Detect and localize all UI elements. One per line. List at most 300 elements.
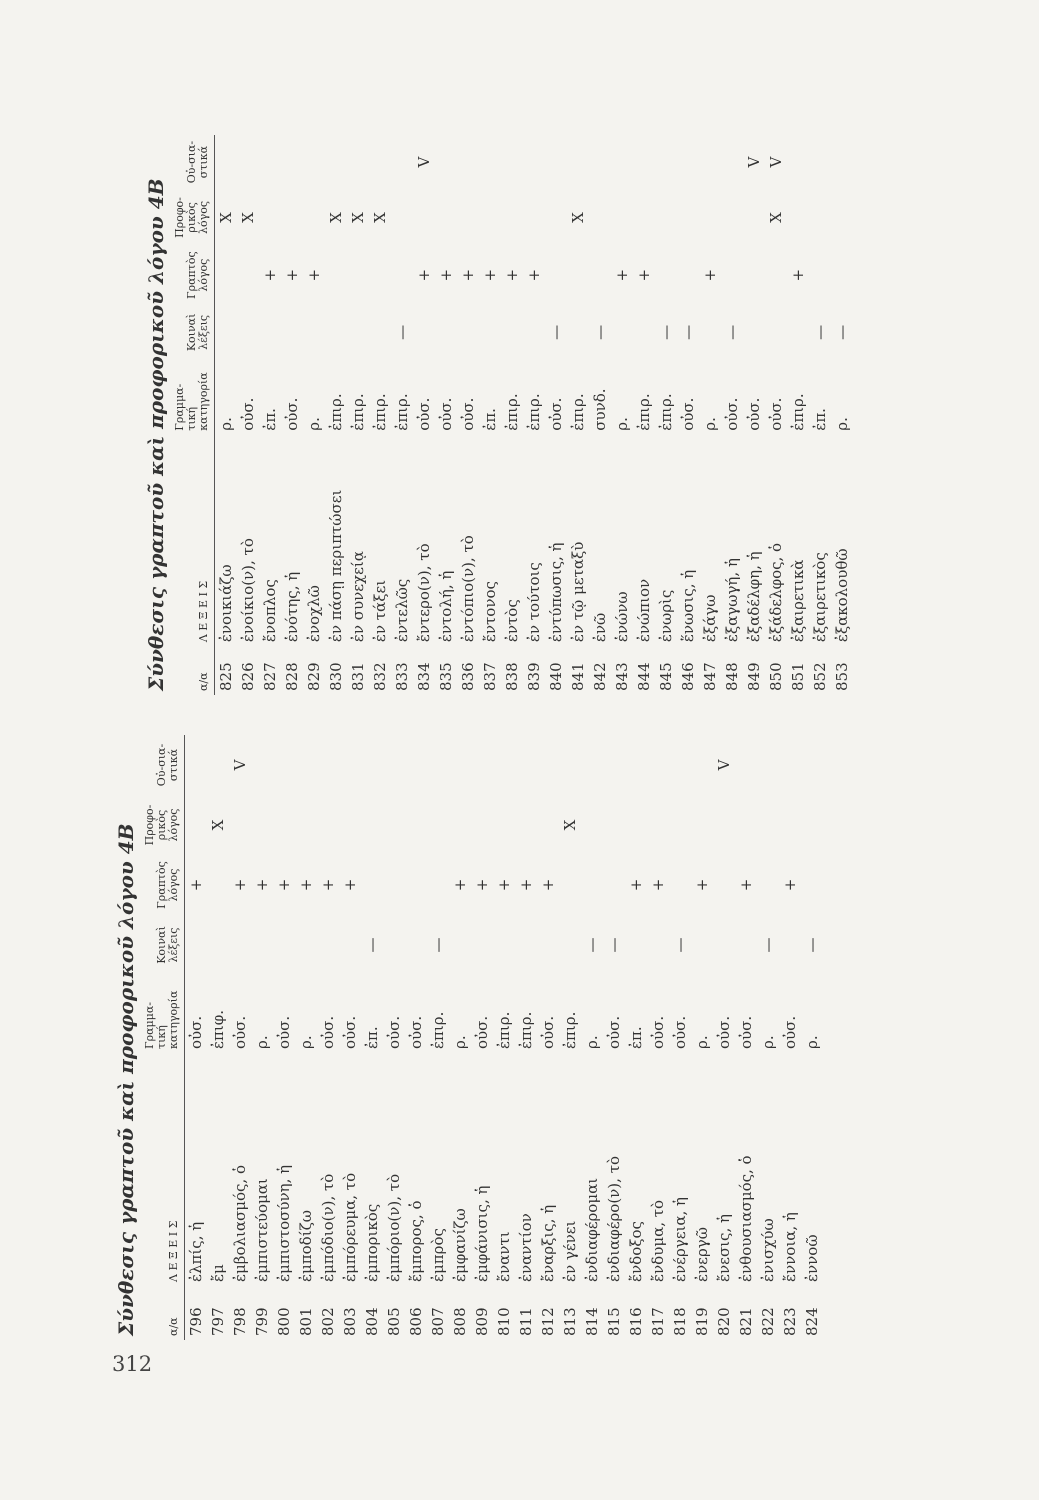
cell-written: [391, 246, 413, 305]
cell-common: [281, 305, 303, 361]
cell-num: 833: [393, 662, 411, 691]
cell-category: οὐσ.: [415, 397, 433, 431]
cell-written: [361, 855, 383, 915]
cell-word: ἔννοια, ἡ: [781, 1212, 799, 1282]
cell-category: ἐπιρ.: [635, 393, 653, 431]
cell-word: ἐνοχλῶ: [305, 585, 323, 643]
cell-category: ἐπιρ.: [393, 393, 411, 431]
cell-nouns: [457, 135, 479, 189]
cell-nouns: [831, 135, 853, 189]
cell-category: ρ.: [693, 1035, 711, 1049]
cell-word: ἐμποδίζω: [297, 1210, 315, 1282]
cell-common: [449, 915, 471, 975]
cell-oral: [581, 795, 603, 855]
cell-word: ἐννοῶ: [803, 1234, 821, 1282]
cell-written: +: [693, 878, 711, 892]
cell-nouns: [611, 135, 633, 189]
cell-word: ἑνότης, ἡ: [283, 571, 301, 643]
cell-common: [457, 305, 479, 361]
cell-num: 797: [209, 1307, 227, 1336]
cell-nouns: [691, 735, 713, 795]
cell-written: [721, 246, 743, 305]
table-row: [435, 135, 457, 695]
cell-oral: [251, 795, 273, 855]
cell-word: ἕνωσις, ἡ: [679, 569, 697, 643]
cell-word: ἐξαιρετικὸς: [811, 552, 829, 643]
table-row: [559, 735, 581, 1340]
cell-category: ρ.: [253, 1035, 271, 1049]
cell-num: 832: [371, 662, 389, 691]
cell-word: ἔνεσις, ἡ: [715, 1214, 733, 1282]
cell-common: [501, 305, 523, 361]
cell-written: +: [341, 878, 359, 892]
cell-nouns: [699, 135, 721, 189]
cell-oral: [809, 189, 831, 246]
table-row: [757, 735, 779, 1340]
cell-num: 830: [327, 662, 345, 691]
cell-category: ἐπιρ.: [495, 1011, 513, 1049]
cell-category: ἐπιρ.: [349, 393, 367, 431]
cell-word: ἔμπορος, ὁ: [407, 1200, 425, 1282]
cell-oral: X: [239, 212, 257, 223]
cell-oral: [633, 189, 655, 246]
header-row: [142, 735, 185, 1340]
cell-num: 828: [283, 662, 301, 691]
cell-word: ἐμφάνισις, ἡ: [473, 1185, 491, 1282]
cell-nouns: [215, 135, 238, 189]
cell-oral: [405, 795, 427, 855]
cell-written: [405, 855, 427, 915]
cell-word: ἐνέργεια, ἡ: [671, 1196, 689, 1282]
header-written: Γραπτὸς λόγος: [142, 855, 185, 915]
cell-oral: [735, 795, 757, 855]
cell-written: [677, 246, 699, 305]
table-row: [669, 735, 691, 1340]
cell-common: —: [833, 324, 851, 340]
cell-common: [515, 915, 537, 975]
header-category: Γραμμα-τική κατηγορία: [142, 975, 185, 1053]
cell-nouns: [501, 135, 523, 189]
table-row: [347, 135, 369, 695]
cell-nouns: [721, 135, 743, 189]
cell-nouns: [391, 135, 413, 189]
cell-common: —: [671, 937, 689, 953]
cell-common: [743, 305, 765, 361]
cell-category: ἐπ.: [627, 1026, 645, 1049]
cell-category: ἐπ.: [811, 408, 829, 431]
cell-nouns: [515, 735, 537, 795]
cell-common: [295, 915, 317, 975]
cell-category: ρ.: [217, 417, 235, 431]
table-row: [383, 735, 405, 1340]
cell-word: ἐξάδελφος, ὁ: [767, 542, 785, 643]
cell-category: οὐσ.: [231, 1015, 249, 1049]
table-row: [457, 135, 479, 695]
cell-written: +: [415, 268, 433, 282]
table-row: [809, 135, 831, 695]
cell-common: [567, 305, 589, 361]
cell-nouns: [295, 735, 317, 795]
cell-category: οὐσ.: [275, 1015, 293, 1049]
cell-oral: [317, 795, 339, 855]
table-row: [471, 735, 493, 1340]
cell-category: οὐσ.: [723, 397, 741, 431]
cell-num: 824: [803, 1307, 821, 1336]
header-oral: Προφο-ρικὸς λόγος: [172, 189, 215, 246]
cell-category: οὐσ.: [283, 397, 301, 431]
cell-written: +: [187, 878, 205, 892]
table-row: [413, 135, 435, 695]
cell-oral: [831, 189, 853, 246]
table-row: [207, 735, 229, 1340]
cell-num: 836: [459, 662, 477, 691]
cell-oral: [427, 795, 449, 855]
table-row: [691, 735, 713, 1340]
cell-num: 807: [429, 1307, 447, 1336]
cell-written: +: [459, 268, 477, 282]
cell-oral: [339, 795, 361, 855]
cell-common: [325, 305, 347, 361]
cell-num: 799: [253, 1307, 271, 1336]
cell-common: —: [393, 324, 411, 340]
cell-nouns: V: [745, 156, 763, 168]
cell-oral: [691, 795, 713, 855]
table-row: [229, 735, 251, 1340]
header-nouns: Οὐ-σια-στικά: [172, 135, 215, 189]
cell-oral: [801, 795, 823, 855]
word-table: [142, 735, 823, 1340]
cell-oral: [479, 189, 501, 246]
table-body-left: [185, 735, 824, 1340]
cell-nouns: [479, 135, 501, 189]
cell-category: ἐπιφ.: [209, 1009, 227, 1049]
cell-common: [471, 915, 493, 975]
cell-written: +: [283, 268, 301, 282]
cell-word: ἔντερο(ν), τὸ: [415, 543, 433, 643]
cell-written: [801, 855, 823, 915]
cell-written: [809, 246, 831, 305]
cell-common: [413, 305, 435, 361]
cell-written: [655, 246, 677, 305]
cell-oral: [779, 795, 801, 855]
cell-written: +: [789, 268, 807, 282]
table-row: [449, 735, 471, 1340]
cell-oral: [383, 795, 405, 855]
cell-num: 835: [437, 662, 455, 691]
cell-category: ἐπιρ.: [561, 1011, 579, 1049]
cell-nouns: [559, 735, 581, 795]
cell-nouns: [581, 735, 603, 795]
cell-common: [699, 305, 721, 361]
cell-category: ἐπιρ.: [525, 393, 543, 431]
cell-nouns: [589, 135, 611, 189]
cell-common: [479, 305, 501, 361]
cell-word: ἐνδιαφέρομαι: [583, 1177, 601, 1282]
cell-common: —: [583, 937, 601, 953]
cell-category: ρ.: [833, 417, 851, 431]
cell-oral: X: [209, 819, 227, 831]
cell-written: +: [635, 268, 653, 282]
cell-nouns: [787, 135, 809, 189]
cell-num: 801: [297, 1307, 315, 1336]
cell-common: —: [591, 324, 609, 340]
cell-written: +: [495, 878, 513, 892]
cell-category: ἐπ.: [481, 408, 499, 431]
cell-written: +: [473, 878, 491, 892]
cell-common: [713, 915, 735, 975]
cell-written: [325, 246, 347, 305]
cell-category: οὐσ.: [539, 1015, 557, 1049]
cell-category: οὐσ.: [767, 397, 785, 431]
cell-word: ἐνώπιον: [635, 578, 653, 643]
cell-category: ἐπ.: [363, 1026, 381, 1049]
cell-nouns: [317, 735, 339, 795]
cell-common: [237, 305, 259, 361]
cell-nouns: [325, 135, 347, 189]
word-table: [172, 135, 853, 695]
table-row: [655, 135, 677, 695]
table-row: [545, 135, 567, 695]
cell-oral: [655, 189, 677, 246]
table-row: [713, 735, 735, 1340]
cell-category: ἐπιρ.: [657, 393, 675, 431]
cell-written: [757, 855, 779, 915]
cell-word: ἐξακολουθῶ: [833, 548, 851, 643]
cell-word: ἐνῶ: [591, 612, 609, 643]
cell-num: 817: [649, 1307, 667, 1336]
cell-category: ρ.: [759, 1035, 777, 1049]
cell-oral: X: [371, 212, 389, 223]
cell-num: 798: [231, 1307, 249, 1336]
cell-common: [625, 915, 647, 975]
cell-oral: [589, 189, 611, 246]
cell-common: [303, 305, 325, 361]
cell-num: 813: [561, 1307, 579, 1336]
cell-num: 806: [407, 1307, 425, 1336]
cell-common: —: [679, 324, 697, 340]
table-row: [537, 735, 559, 1340]
header-word: Λ Ε Ξ Ε Ι Σ: [172, 435, 215, 646]
cell-written: [383, 855, 405, 915]
cell-common: [339, 915, 361, 975]
cell-category: ἐπιρ.: [503, 393, 521, 431]
table-row: [633, 135, 655, 695]
table-row: [699, 135, 721, 695]
cell-oral: [721, 189, 743, 246]
cell-num: 816: [627, 1307, 645, 1336]
table-row: [779, 735, 801, 1340]
table-row: [259, 135, 281, 695]
cell-num: 821: [737, 1307, 755, 1336]
cell-written: [581, 855, 603, 915]
table-row: [273, 735, 295, 1340]
cell-num: 802: [319, 1307, 337, 1336]
table-row: [317, 735, 339, 1340]
cell-common: [779, 915, 801, 975]
cell-category: οὐσ.: [437, 397, 455, 431]
cell-written: +: [481, 268, 499, 282]
cell-num: 796: [187, 1307, 205, 1336]
cell-category: ρ.: [613, 417, 631, 431]
cell-common: —: [759, 937, 777, 953]
cell-num: 853: [833, 662, 851, 691]
cell-word: ἐμπόρευμα, τὸ: [341, 1172, 359, 1282]
cell-common: —: [547, 324, 565, 340]
cell-num: 849: [745, 662, 763, 691]
cell-word: ἔνδοξος: [627, 1221, 645, 1282]
cell-num: 811: [517, 1307, 535, 1336]
cell-oral: [743, 189, 765, 246]
cell-common: [787, 305, 809, 361]
cell-num: 815: [605, 1307, 623, 1336]
cell-num: 840: [547, 662, 565, 691]
header-num: α/α: [142, 1286, 185, 1340]
cell-nouns: [757, 735, 779, 795]
cell-common: —: [811, 324, 829, 340]
cell-word: ἐντύπωσις, ἡ: [547, 542, 565, 643]
cell-written: [603, 855, 625, 915]
cell-word: ἐξαιρετικὰ: [789, 559, 807, 643]
cell-nouns: [677, 135, 699, 189]
cell-written: +: [737, 878, 755, 892]
cell-word: ἐμπιστεύομαι: [253, 1178, 271, 1282]
cell-oral: X: [569, 212, 587, 223]
cell-word: ἐντὸς: [503, 599, 521, 643]
cell-num: 838: [503, 662, 521, 691]
cell-written: +: [437, 268, 455, 282]
cell-nouns: V: [415, 156, 433, 168]
cell-written: +: [503, 268, 521, 282]
cell-num: 829: [305, 662, 323, 691]
cell-written: +: [701, 268, 719, 282]
cell-category: οὐσ.: [715, 1015, 733, 1049]
cell-word: ἐξαδέλφη, ἡ: [745, 551, 763, 643]
cell-nouns: [369, 135, 391, 189]
cell-num: 819: [693, 1307, 711, 1336]
cell-oral: [699, 189, 721, 246]
cell-category: οὐσ.: [473, 1015, 491, 1049]
cell-written: +: [253, 878, 271, 892]
cell-category: οὐσ.: [319, 1015, 337, 1049]
table-row: [295, 735, 317, 1340]
cell-oral: [515, 795, 537, 855]
cell-nouns: [281, 135, 303, 189]
cell-common: —: [723, 324, 741, 340]
table-body-right: [215, 135, 854, 695]
cell-num: 843: [613, 662, 631, 691]
cell-nouns: [647, 735, 669, 795]
cell-num: 803: [341, 1307, 359, 1336]
table-row: [765, 135, 787, 695]
cell-oral: [757, 795, 779, 855]
cell-nouns: [471, 735, 493, 795]
cell-category: οὐσ.: [459, 397, 477, 431]
cell-num: 841: [569, 662, 587, 691]
cell-num: 820: [715, 1307, 733, 1336]
cell-num: 842: [591, 662, 609, 691]
cell-oral: [471, 795, 493, 855]
cell-word: ἐναντίον: [517, 1213, 535, 1282]
cell-word: ἐνθουσιασμός, ὁ: [737, 1155, 755, 1282]
cell-common: [559, 915, 581, 975]
cell-common: [215, 305, 238, 361]
cell-oral: [669, 795, 691, 855]
cell-nouns: V: [231, 759, 249, 771]
cell-word: ἔμ: [209, 1264, 227, 1282]
cell-nouns: [251, 735, 273, 795]
cell-written: [347, 246, 369, 305]
cell-num: 826: [239, 662, 257, 691]
cell-category: ρ.: [803, 1035, 821, 1049]
cell-common: [765, 305, 787, 361]
cell-oral: [435, 189, 457, 246]
table-row: [647, 735, 669, 1340]
cell-common: [369, 305, 391, 361]
cell-nouns: [273, 735, 295, 795]
table-row: [479, 135, 501, 695]
cell-oral: [493, 795, 515, 855]
cell-nouns: [361, 735, 383, 795]
header-common: Κοιναὶ λέξεις: [142, 915, 185, 975]
table-row: [281, 135, 303, 695]
table-row: [515, 735, 537, 1340]
table-row: [721, 135, 743, 695]
cell-category: συνδ.: [591, 388, 609, 431]
cell-written: +: [305, 268, 323, 282]
table-row: [325, 135, 347, 695]
cell-word: ἐνωρὶς: [657, 589, 675, 643]
cell-num: 812: [539, 1307, 557, 1336]
cell-num: 822: [759, 1307, 777, 1336]
cell-oral: [787, 189, 809, 246]
cell-word: ἐξαγωγή, ἡ: [723, 558, 741, 643]
cell-nouns: [303, 135, 325, 189]
cell-category: ἐπιρ.: [789, 393, 807, 431]
table-row: [743, 135, 765, 695]
cell-nouns: [493, 735, 515, 795]
table-row: [339, 735, 361, 1340]
cell-num: 844: [635, 662, 653, 691]
cell-oral: [625, 795, 647, 855]
cell-nouns: [523, 135, 545, 189]
header-num: α/α: [172, 646, 215, 695]
table-row: [215, 135, 238, 695]
cell-category: οὐσ.: [341, 1015, 359, 1049]
cell-common: [405, 915, 427, 975]
cell-written: +: [539, 878, 557, 892]
cell-num: 810: [495, 1307, 513, 1336]
table-row: [611, 135, 633, 695]
table-row: [567, 135, 589, 695]
cell-common: [185, 915, 208, 975]
cell-category: ρ.: [583, 1035, 601, 1049]
table-row: [405, 735, 427, 1340]
table-row: [787, 135, 809, 695]
cell-common: [273, 915, 295, 975]
cell-word: ἔνδυμα, τὸ: [649, 1199, 667, 1282]
table-row: [735, 735, 757, 1340]
cell-word: ἐμπόδιο(ν), τὸ: [319, 1173, 337, 1282]
cell-common: [317, 915, 339, 975]
cell-category: οὐσ.: [187, 1015, 205, 1049]
cell-word: ἔντονος: [481, 581, 499, 643]
table-row: [185, 735, 208, 1340]
cell-written: +: [261, 268, 279, 282]
cell-oral: X: [349, 212, 367, 223]
cell-nouns: [633, 135, 655, 189]
cell-oral: [303, 189, 325, 246]
cell-oral: [185, 795, 208, 855]
